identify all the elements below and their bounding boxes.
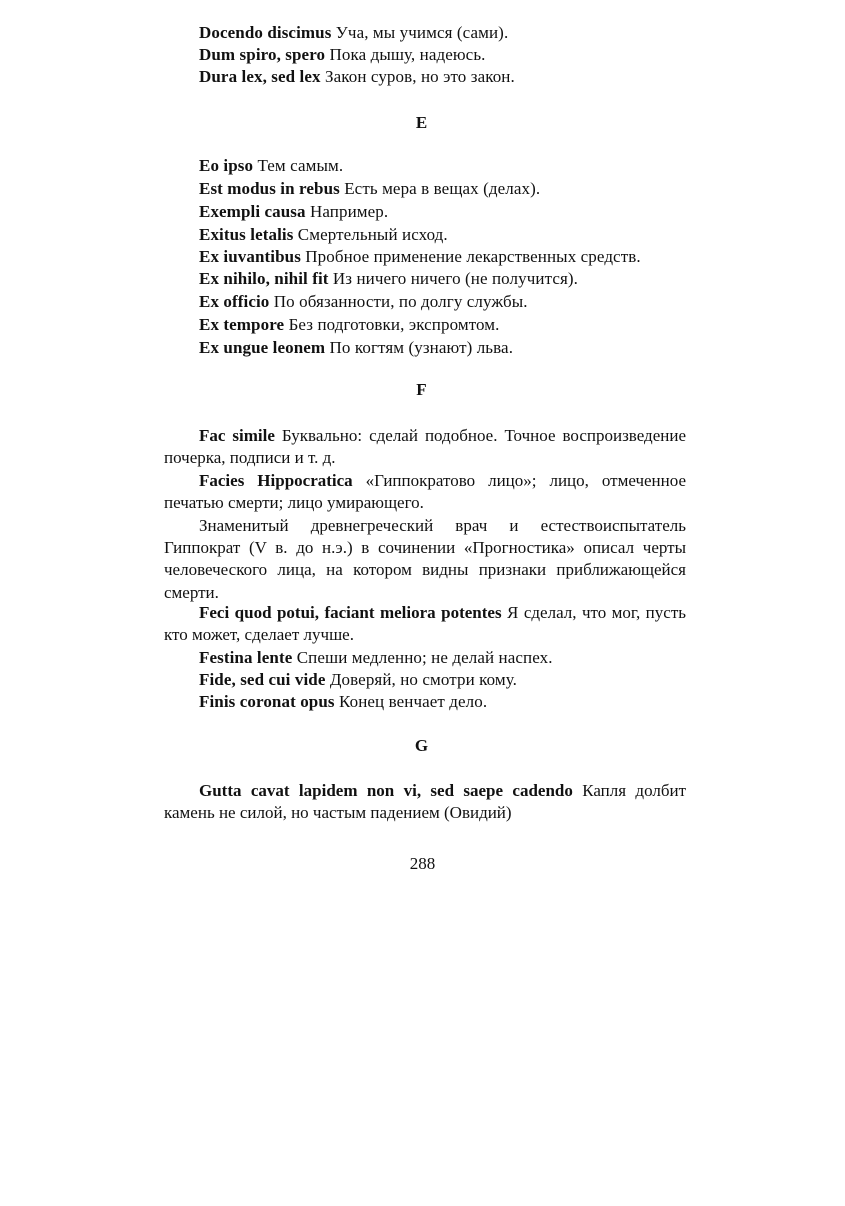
dictionary-entry bbox=[164, 602, 686, 646]
entry-definition: Из ничего ничего (не получится). bbox=[332, 269, 578, 288]
entry-definition: Пока дышу, надеюсь. bbox=[329, 45, 486, 64]
entry-term: Eo ipso bbox=[199, 156, 254, 175]
entry-term: Exitus letalis bbox=[199, 225, 294, 244]
entry-definition: Без подготовки, экспромтом. bbox=[288, 315, 500, 334]
entry-definition: Доверяй, но смотри кому. bbox=[329, 670, 518, 689]
dictionary-entry bbox=[199, 201, 388, 223]
dictionary-entry bbox=[199, 691, 487, 713]
entry-term: Ex tempore bbox=[199, 315, 285, 334]
section-letter-e: E bbox=[415, 113, 428, 132]
dictionary-entry bbox=[199, 246, 641, 268]
entry-term: Ex ungue leonem bbox=[199, 338, 326, 357]
entry-term: Dum spiro, spero bbox=[199, 45, 326, 64]
entry-term: Dura lex, sed lex bbox=[199, 67, 321, 86]
entry-definition: Например. bbox=[309, 202, 389, 221]
dictionary-entry bbox=[199, 44, 486, 66]
entry-definition: Знаменитый древнегреческий врач и естествоиспытатель Гиппократ (V в. до н.э.) в сочинении «Прогностика» описал черты человеческого лица, на котором видны признаки приближающейся смерти. bbox=[164, 516, 686, 602]
entry-definition: Спеши медленно; не делай наспех. bbox=[296, 648, 553, 667]
entry-term: Ex officio bbox=[199, 292, 270, 311]
entry-term: Exempli causa bbox=[199, 202, 306, 221]
entry-term: Docendo discimus bbox=[199, 23, 332, 42]
entry-definition: По когтям (узнают) льва. bbox=[329, 338, 514, 357]
entry-term: Feci quod potui, faciant meliora potentes bbox=[199, 603, 502, 622]
entry-definition: Есть мера в вещах (делах). bbox=[344, 179, 541, 198]
dictionary-entry bbox=[199, 224, 448, 246]
dictionary-entry bbox=[199, 291, 528, 313]
dictionary-entry bbox=[199, 314, 500, 336]
entry-term: Finis coronat opus bbox=[199, 692, 335, 711]
section-letter-f: F bbox=[416, 380, 427, 399]
entry-definition: Капля долбит камень не силой, но частым падением (Овидий) bbox=[164, 781, 687, 823]
dictionary-entry bbox=[199, 66, 515, 88]
dictionary-entry bbox=[199, 155, 343, 177]
entry-definition: «Гиппократово лицо»; лицо, отмеченное печатью смерти; лицо умирающего. bbox=[164, 471, 686, 513]
entry-definition: Уча, мы учимся (сами). bbox=[335, 23, 509, 42]
entry-definition: Конец венчает дело. bbox=[339, 692, 488, 711]
entry-definition: Пробное применение лекарственных средств. bbox=[305, 247, 641, 266]
page-number: 288 bbox=[409, 854, 436, 873]
dictionary-entry bbox=[164, 470, 686, 514]
entry-definition: Тем самым. bbox=[257, 156, 344, 175]
dictionary-entry bbox=[199, 647, 553, 669]
entry-term: Gutta cavat lapidem non vi, sed saepe cadendo bbox=[199, 781, 573, 800]
entry-term: Fac simile bbox=[199, 426, 275, 445]
section-letter-g: G bbox=[414, 736, 429, 755]
entry-definition: По обязанности, по долгу службы. bbox=[273, 292, 528, 311]
dictionary-entry bbox=[164, 425, 686, 469]
entry-term: Festina lente bbox=[199, 648, 293, 667]
entry-term: Est modus in rebus bbox=[199, 179, 340, 198]
dictionary-entry bbox=[199, 178, 540, 200]
dictionary-entry bbox=[199, 337, 513, 359]
entry-term: Ex iuvantibus bbox=[199, 247, 301, 266]
dictionary-entry bbox=[199, 22, 508, 44]
dictionary-entry bbox=[164, 780, 686, 824]
entry-term: Fide, sed cui vide bbox=[199, 670, 326, 689]
dictionary-entry bbox=[199, 669, 517, 691]
entry-term: Facies Hippocratica bbox=[199, 471, 353, 490]
entry-definition: Смертельный исход. bbox=[297, 225, 448, 244]
entry-term: Ex nihilo, nihil fit bbox=[199, 269, 329, 288]
dictionary-entry bbox=[199, 268, 578, 290]
entry-definition: Буквально: сделай подобное. Точное воспроизведение почерка, подписи и т. д. bbox=[164, 426, 686, 468]
entry-definition: Я сделал, что мог, пусть кто может, сделает лучше. bbox=[164, 603, 687, 645]
entry-definition: Закон суров, но это закон. bbox=[325, 67, 515, 86]
entry-commentary bbox=[164, 515, 686, 604]
